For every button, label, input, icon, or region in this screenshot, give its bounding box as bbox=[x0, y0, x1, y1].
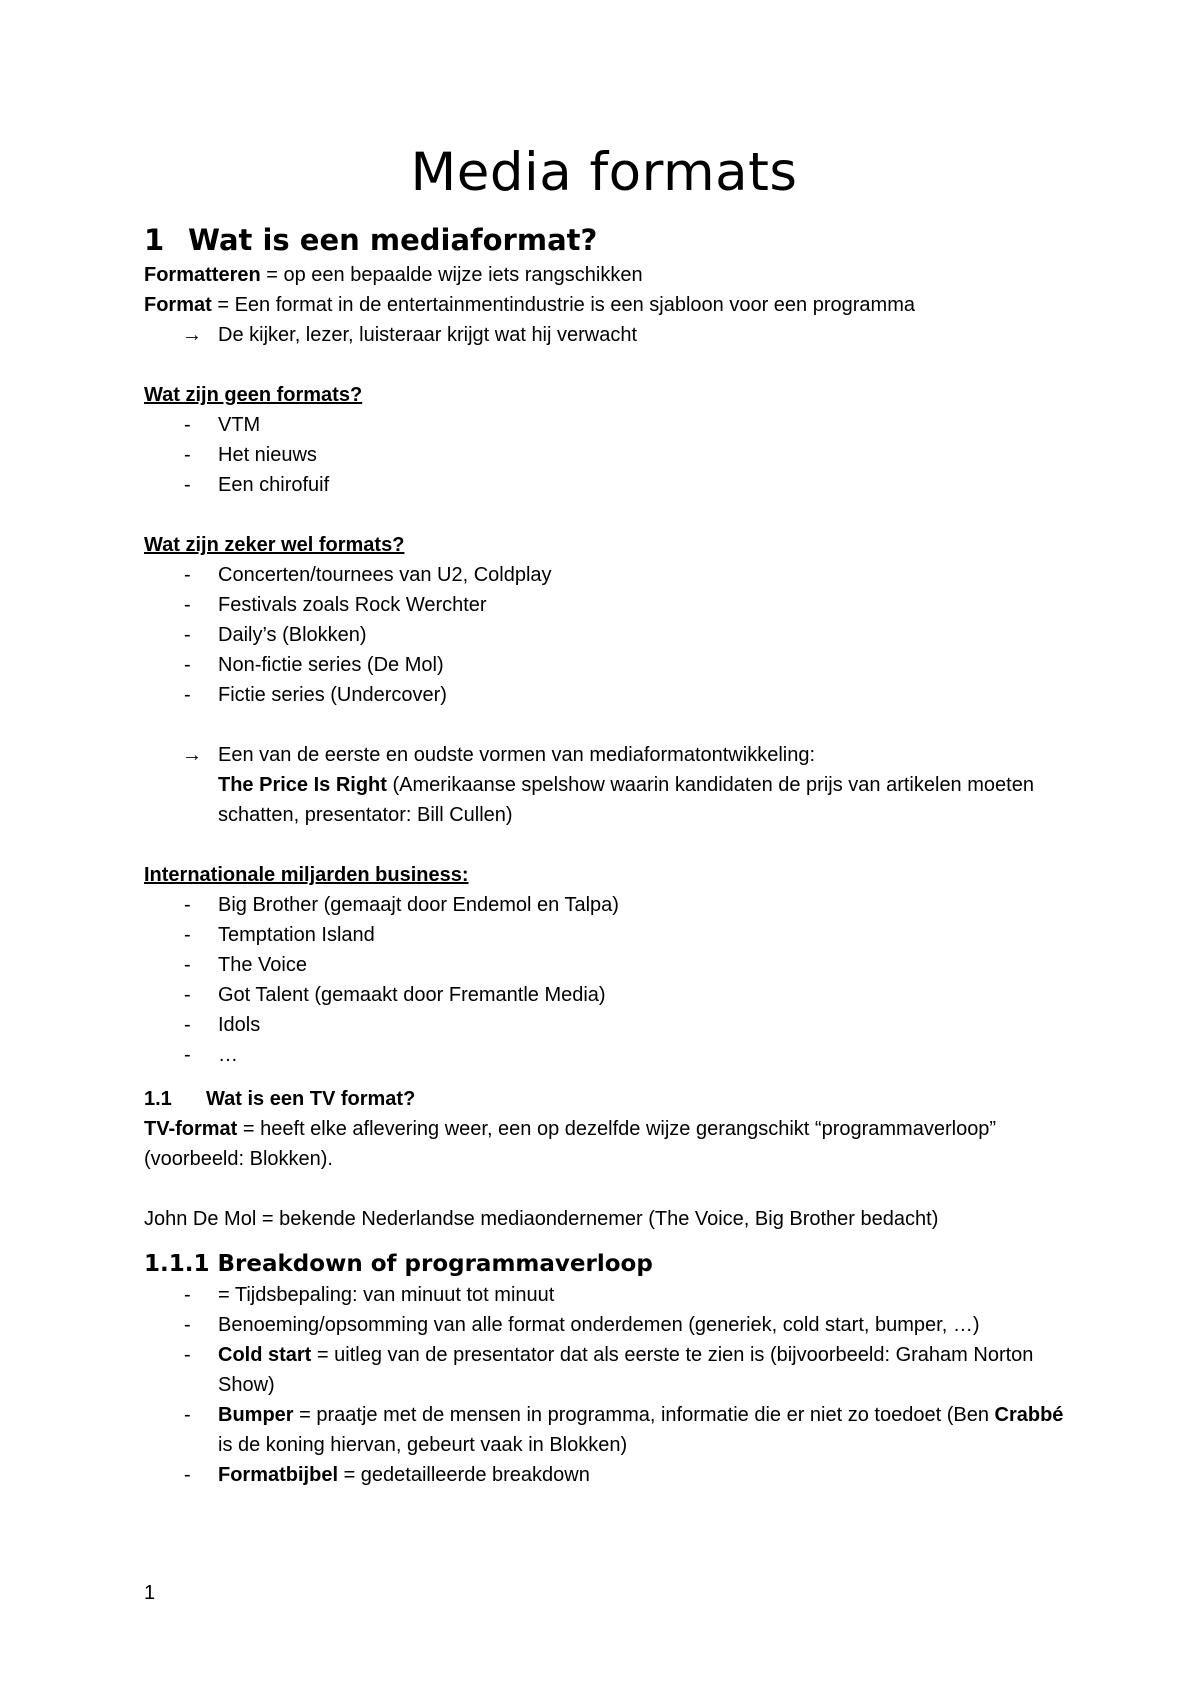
dash-bullet: - bbox=[184, 684, 191, 706]
dash-bullet: - bbox=[184, 594, 191, 616]
section-title: Wat is een mediaformat? bbox=[188, 223, 598, 257]
list-item: - Big Brother (gemaajt door Endemol en Talpa) bbox=[144, 890, 1064, 920]
wel-formats-list bbox=[144, 560, 1064, 710]
dash-bullet: - bbox=[184, 924, 191, 946]
arrow-note-text: Een van de eerste en oudste vormen van mediaformatontwikkeling: bbox=[218, 744, 816, 766]
program-name: The Price Is Right bbox=[218, 774, 387, 796]
page-content bbox=[144, 138, 1064, 1490]
dash-bullet: - bbox=[184, 1284, 191, 1306]
definition-text: = op een bepaalde wijze iets rangschikken bbox=[260, 264, 643, 286]
list-item: - Het nieuws bbox=[144, 440, 1064, 470]
list-item: - … bbox=[144, 1040, 1064, 1070]
list-item: - Benoeming/opsomming van alle format onderdemen (generiek, cold start, bumper, …) bbox=[144, 1310, 1064, 1340]
dash-bullet: - bbox=[184, 894, 191, 916]
list-item: - Festivals zoals Rock Werchter bbox=[144, 590, 1064, 620]
page-number: 1 bbox=[144, 1582, 156, 1604]
dash-bullet: - bbox=[184, 1014, 191, 1036]
dash-bullet: - bbox=[184, 474, 191, 496]
list-item: - Een chirofuif bbox=[144, 470, 1064, 500]
dash-bullet: - bbox=[184, 1344, 191, 1366]
definition-formatteren bbox=[144, 260, 1064, 290]
section-number: 1 bbox=[144, 223, 165, 257]
dash-bullet: - bbox=[184, 564, 191, 586]
list-item: - Cold start = uitleg van de presentator dat als eerste te zien is (bijvoorbeeld: Graham Norton Show) bbox=[144, 1340, 1064, 1400]
section-1-1-1-heading bbox=[144, 1248, 1064, 1280]
section-1-1-heading bbox=[144, 1084, 1064, 1114]
section-1-heading bbox=[144, 220, 1064, 260]
definition-text: = Een format in de entertainmentindustrie is een sjabloon voor een programma bbox=[211, 294, 915, 316]
arrow-note-price-is-right bbox=[144, 740, 1064, 830]
section-title: Wat is een TV format? bbox=[206, 1088, 416, 1110]
program-description: (Amerikaanse spelshow waarin kandidaten de prijs van artikelen moeten schatten, presentator: Bill Cullen) bbox=[218, 774, 1034, 826]
list-item: - Temptation Island bbox=[144, 920, 1064, 950]
list-item: - Daily’s (Blokken) bbox=[144, 620, 1064, 650]
list-item: - = Tijdsbepaling: van minuut tot minuut bbox=[144, 1280, 1064, 1310]
list-item: - Idols bbox=[144, 1010, 1064, 1040]
dash-bullet: - bbox=[184, 654, 191, 676]
wel-formats-heading: Wat zijn zeker wel formats? bbox=[144, 534, 405, 556]
dash-bullet: - bbox=[184, 1044, 191, 1066]
dash-bullet: - bbox=[184, 954, 191, 976]
dash-bullet: - bbox=[184, 624, 191, 646]
definition-text: = heeft elke aflevering weer, een op dezelfde wijze gerangschikt “programmaverloop” (voorbeeld: Blokken). bbox=[144, 1118, 997, 1170]
international-business-list bbox=[144, 890, 1064, 1070]
arrow-note-text: De kijker, lezer, luisteraar krijgt wat hij verwacht bbox=[218, 324, 638, 346]
section-number: 1.1.1 bbox=[144, 1251, 210, 1277]
list-item: - Formatbijbel = gedetailleerde breakdown bbox=[144, 1460, 1064, 1490]
arrow-icon: → bbox=[182, 324, 202, 346]
international-business-heading: Internationale miljarden business: bbox=[144, 864, 469, 886]
dash-bullet: - bbox=[184, 1314, 191, 1336]
dash-bullet: - bbox=[184, 414, 191, 436]
arrow-icon: → bbox=[182, 744, 202, 766]
dash-bullet: - bbox=[184, 1404, 191, 1426]
term: Format bbox=[144, 294, 212, 316]
definition-format bbox=[144, 290, 1064, 320]
list-item: - Fictie series (Undercover) bbox=[144, 680, 1064, 710]
list-item: - Concerten/tournees van U2, Coldplay bbox=[144, 560, 1064, 590]
document-title: Media formats bbox=[410, 142, 798, 203]
term: TV-format bbox=[144, 1118, 238, 1140]
john-de-mol-note: John De Mol = bekende Nederlandse mediaondernemer (The Voice, Big Brother bedacht) bbox=[144, 1208, 939, 1230]
dash-bullet: - bbox=[184, 444, 191, 466]
list-item: - Non-fictie series (De Mol) bbox=[144, 650, 1064, 680]
section-title: Breakdown of programmaverloop bbox=[217, 1251, 653, 1277]
breakdown-list bbox=[144, 1280, 1064, 1490]
list-item: - The Voice bbox=[144, 950, 1064, 980]
term: Formatteren bbox=[144, 264, 261, 286]
list-item: - VTM bbox=[144, 410, 1064, 440]
section-number: 1.1 bbox=[144, 1088, 172, 1110]
geen-formats-list bbox=[144, 410, 1064, 500]
geen-formats-heading: Wat zijn geen formats? bbox=[144, 384, 363, 406]
arrow-note bbox=[144, 320, 1064, 350]
dash-bullet: - bbox=[184, 1464, 191, 1486]
list-item: - Got Talent (gemaakt door Fremantle Media) bbox=[144, 980, 1064, 1010]
dash-bullet: - bbox=[184, 984, 191, 1006]
definition-tv-format bbox=[144, 1114, 1064, 1174]
list-item: - Bumper = praatje met de mensen in programma, informatie die er niet zo toedoet (Ben Crabbé is de koning hiervan, gebeurt vaak in Blokken) bbox=[144, 1400, 1064, 1460]
